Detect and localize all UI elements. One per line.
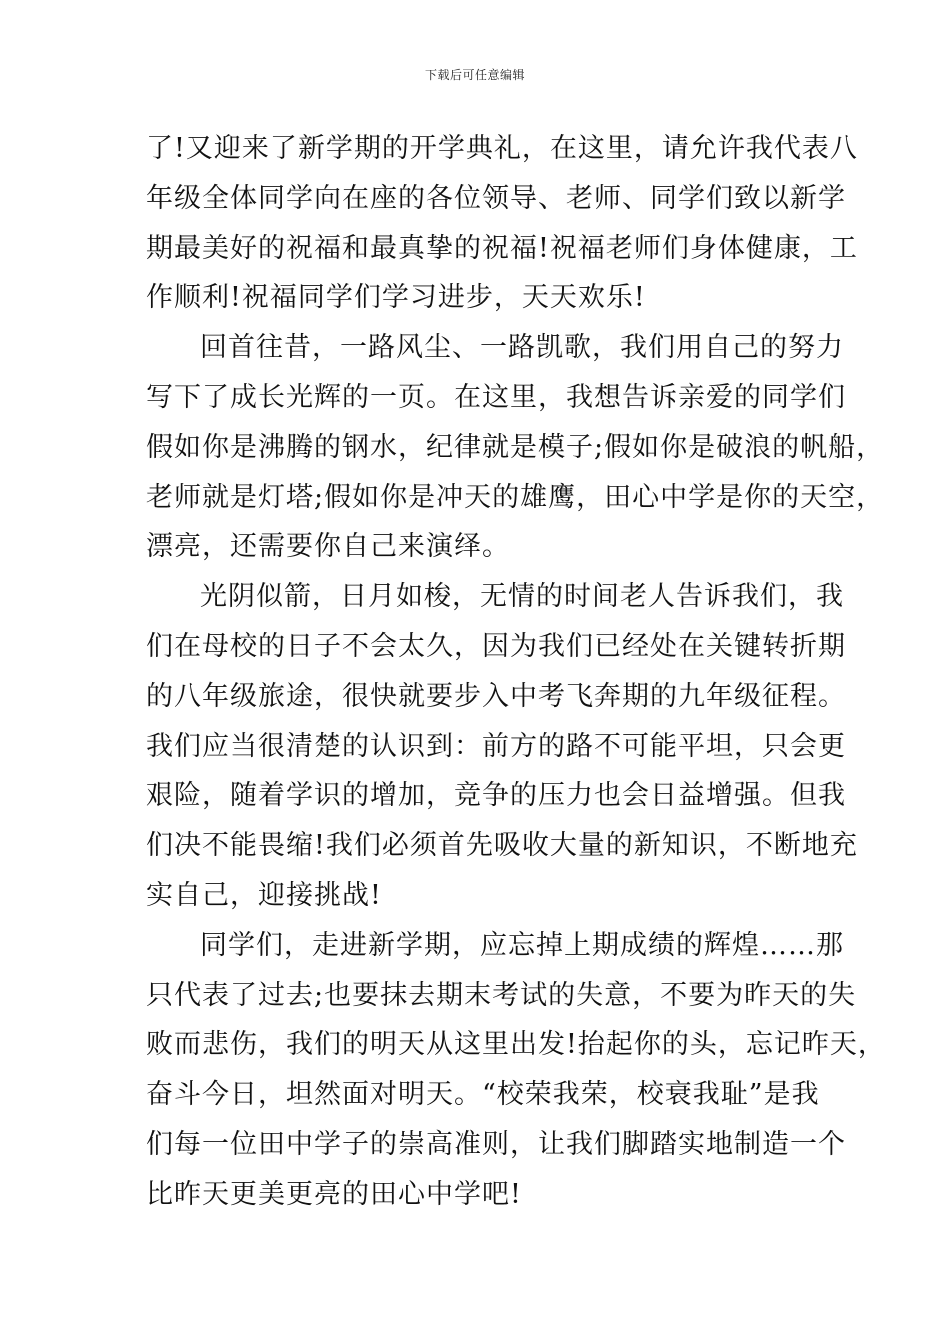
paragraph: [146, 323, 885, 572]
document-body: [146, 124, 886, 1220]
text-line: 漂亮，还需要你自己来演绎。: [146, 531, 510, 563]
text-line: 们决不能畏缩!我们必须首先吸收大量的新知识，不断地充: [146, 830, 858, 862]
text-line: 败而悲伤，我们的明天从这里出发!抬起你的头，忘记昨天，: [146, 1029, 886, 1061]
text-line: 奋斗今日，坦然面对明天。“校荣我荣，校衰我耻”是我: [146, 1079, 820, 1111]
text-line: 的八年级旅途，很快就要步入中考飞奔期的九年级征程。: [146, 680, 846, 712]
text-line: 写下了成长光辉的一页。在这里，我想告诉亲爱的同学们: [146, 381, 846, 413]
text-line: 实自己，迎接挑战!: [146, 879, 382, 911]
text-line: 只代表了过去;也要抹去期末考试的失意，不要为昨天的失: [146, 979, 857, 1011]
text-line: 假如你是沸腾的钢水，纪律就是模子;假如你是破浪的帆船，: [146, 431, 885, 463]
text-line: 艰险，随着学识的增加，竞争的压力也会日益增强。但我: [146, 780, 846, 812]
paragraph: [146, 572, 858, 921]
text-line: 们每一位田中学子的崇高准则，让我们脚踏实地制造一个: [146, 1128, 846, 1160]
text-line: 老师就是灯塔;假如你是冲天的雄鹰，田心中学是你的天空，: [146, 481, 885, 513]
page-header: 下载后可任意编辑: [424, 68, 525, 82]
text-line: 同学们，走进新学期，应忘掉上期成绩的辉煌……那: [200, 929, 844, 961]
text-line: 们在母校的日子不会太久，因为我们已经处在关键转折期: [146, 630, 846, 662]
text-line: 我们应当很清楚的认识到：前方的路不可能平坦，只会更: [146, 730, 846, 762]
text-line: 了!又迎来了新学期的开学典礼，在这里，请允许我代表八: [146, 133, 858, 164]
text-line: 回首往昔，一路风尘、一路凯歌，我们用自己的努力: [200, 332, 844, 364]
text-line: 期最美好的祝福和最真挚的祝福!祝福老师们身体健康，工: [146, 232, 858, 264]
paragraph: [146, 124, 858, 323]
text-line: 作顺利!祝福同学们学习进步，天天欢乐!: [146, 282, 646, 314]
text-line: 光阴似箭，日月如梭，无情的时间老人告诉我们，我: [200, 581, 844, 613]
text-line: 比昨天更美更亮的田心中学吧!: [146, 1178, 522, 1210]
text-line: 年级全体同学向在座的各位领导、老师、同学们致以新学: [146, 182, 846, 214]
paragraph: [146, 921, 886, 1220]
